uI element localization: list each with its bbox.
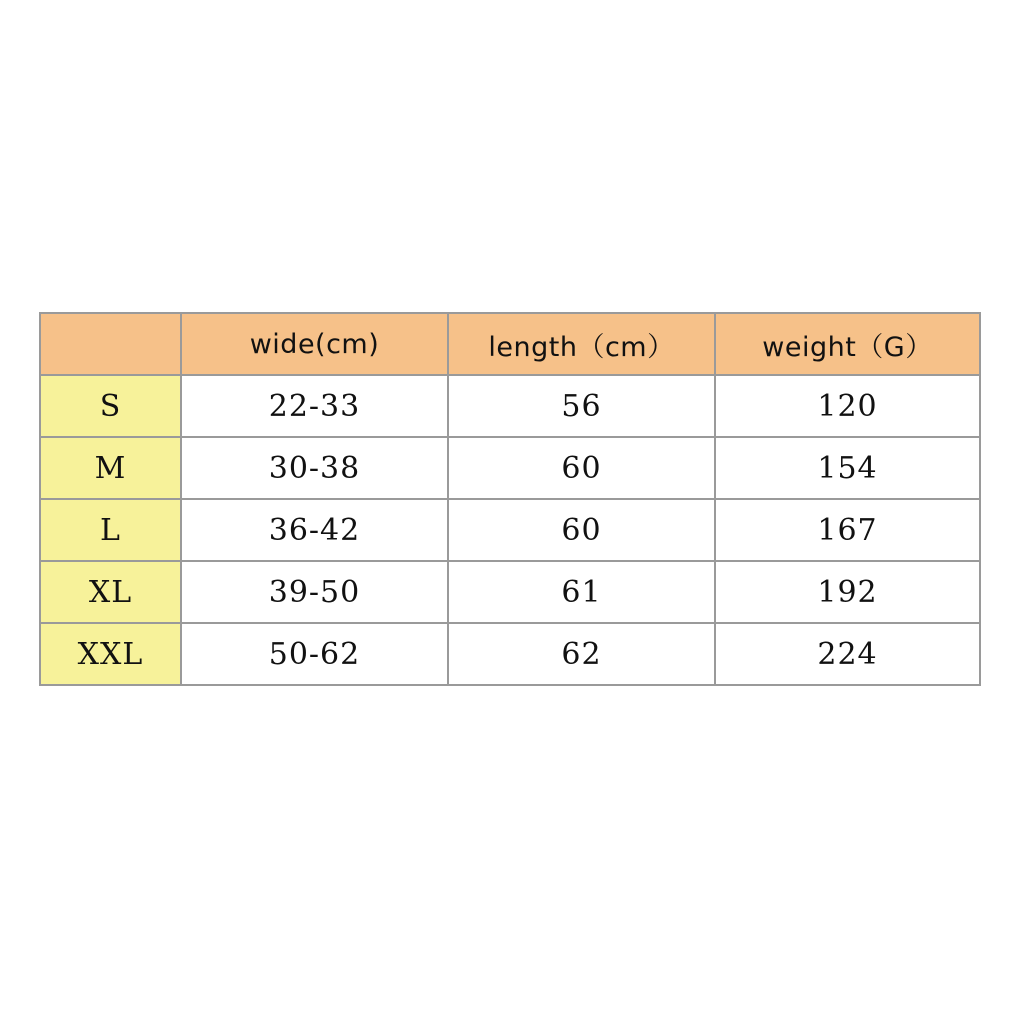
cell-weight: 120	[715, 375, 980, 437]
cell-size: XL	[40, 561, 181, 623]
cell-weight: 167	[715, 499, 980, 561]
cell-weight: 154	[715, 437, 980, 499]
cell-length: 60	[448, 437, 715, 499]
cell-weight: 192	[715, 561, 980, 623]
cell-size: M	[40, 437, 181, 499]
size-chart-table	[39, 312, 981, 686]
table-row	[40, 623, 980, 685]
cell-length: 60	[448, 499, 715, 561]
table-row	[40, 561, 980, 623]
cell-weight: 224	[715, 623, 980, 685]
cell-wide: 50-62	[181, 623, 448, 685]
cell-wide: 22-33	[181, 375, 448, 437]
cell-size: L	[40, 499, 181, 561]
header-cell-length: length（cm）	[448, 313, 715, 375]
cell-wide: 36-42	[181, 499, 448, 561]
table-header-row	[40, 313, 980, 375]
header-cell-wide: wide(cm)	[181, 313, 448, 375]
table-row	[40, 375, 980, 437]
cell-wide: 30-38	[181, 437, 448, 499]
cell-length: 61	[448, 561, 715, 623]
table-row	[40, 437, 980, 499]
cell-length: 56	[448, 375, 715, 437]
table-row	[40, 499, 980, 561]
cell-size: S	[40, 375, 181, 437]
cell-length: 62	[448, 623, 715, 685]
cell-wide: 39-50	[181, 561, 448, 623]
size-chart-container	[39, 312, 979, 686]
cell-size: XXL	[40, 623, 181, 685]
header-cell-weight: weight（G）	[715, 313, 980, 375]
header-cell-size	[40, 313, 181, 375]
